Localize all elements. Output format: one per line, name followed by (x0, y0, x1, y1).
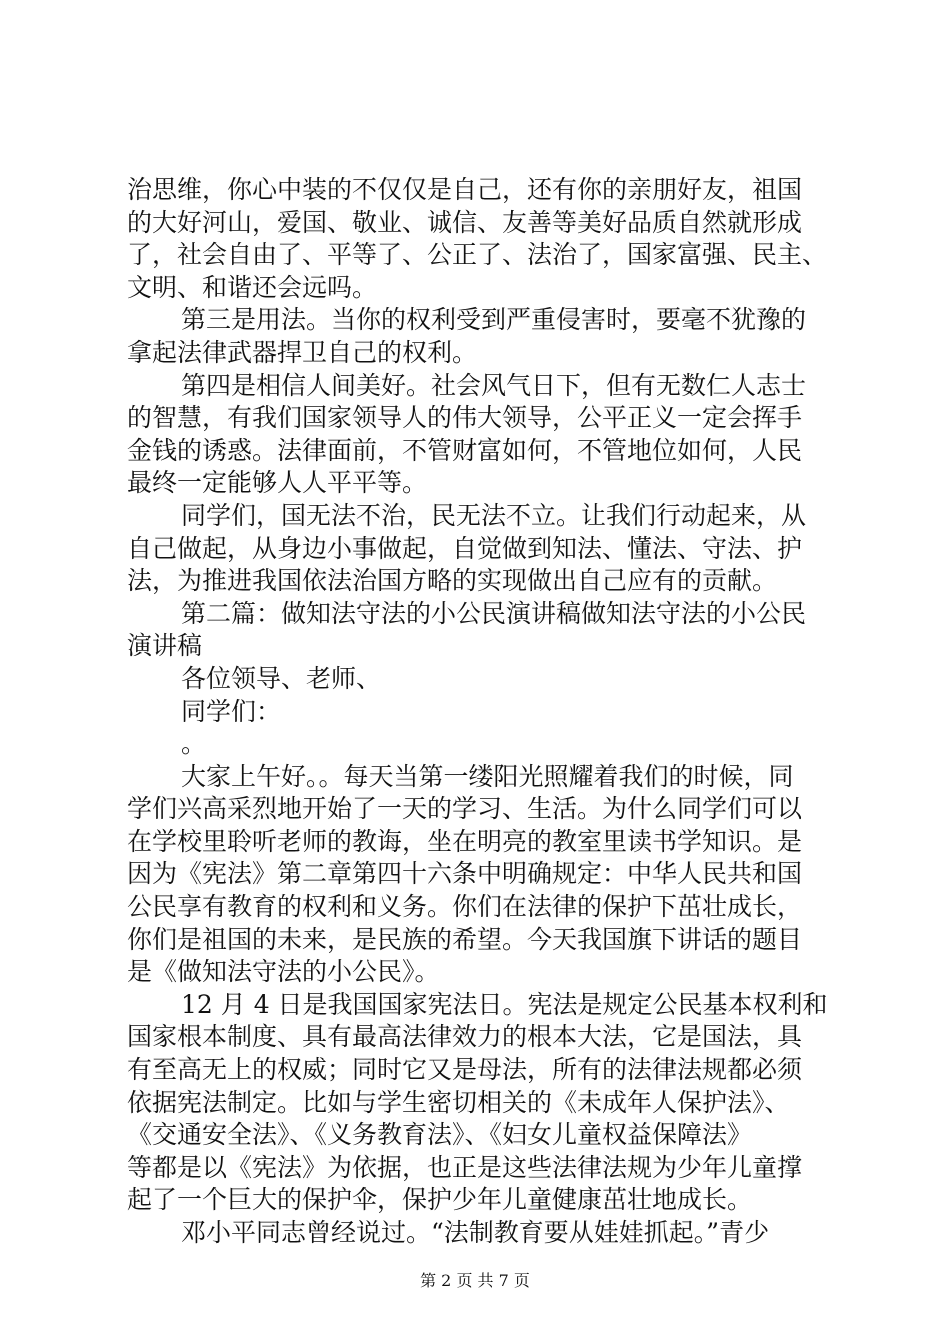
text-line: 同学们，国无法不治，民无法不立。让我们行动起来，从 (181, 500, 807, 530)
text-line: 文明、和谐还会远吗。 (127, 272, 378, 302)
text-line: 因为《宪法》第二章第四十六条中明确规定：中华人民共和国 (127, 859, 803, 889)
text-line: 在学校里聆听老师的教诲，坐在明亮的教室里读书学知识。是 (127, 826, 803, 856)
text-line: 12 月 4 日是我国国家宪法日。宪法是规定公民基本权利和 (181, 989, 828, 1019)
text-line: 《交通安全法》、《义务教育法》、《妇女儿童权益保障法》 (127, 1120, 753, 1150)
text-line: 你们是祖国的未来，是民族的希望。今天我国旗下讲话的题目 (127, 924, 803, 954)
document-body (127, 174, 857, 1250)
page-footer: 第 2 页 共 7 页 (420, 1271, 530, 1290)
text-line: 同学们： (181, 696, 282, 726)
text-line: 第三是用法。当你的权利受到严重侵害时，要毫不犹豫的 (181, 305, 807, 335)
text-line: 依据宪法制定。比如与学生密切相关的《未成年人保护法》、 (127, 1087, 790, 1117)
text-line: 国家根本制度、具有最高法律效力的根本大法，它是国法，具 (127, 1022, 803, 1052)
text-line: 第四是相信人间美好。社会风气日下，但有无数仁人志士 (181, 370, 807, 400)
text-line: 了，社会自由了、平等了、公正了、法治了，国家富强、民主、 (127, 240, 828, 270)
text-line: 各位领导、老师、 (181, 663, 382, 693)
text-line: 等都是以《宪法》为依据，也正是这些法律法规为少年儿童撑 (127, 1152, 803, 1182)
text-line: 是《做知法守法的小公民》。 (127, 957, 440, 987)
text-line: 公民享有教育的权利和义务。你们在法律的保护下茁壮成长， (127, 892, 803, 922)
text-line: 自己做起，从身边小事做起，自觉做到知法、懂法、守法、护 (127, 533, 803, 563)
text-line: 演讲稿 (127, 631, 203, 661)
text-line: 的智慧，有我们国家领导人的伟大领导，公平正义一定会挥手 (127, 403, 803, 433)
text-line: 法，为推进我国依法治国方略的实现做出自己应有的贡献。 (127, 566, 778, 596)
text-line: 治思维，你心中装的不仅仅是自己，还有你的亲朋好友，祖国 (127, 175, 803, 204)
text-line: 大家上午好。。每天当第一缕阳光照耀着我们的时候，同 (181, 761, 794, 791)
text-line: 邓小平同志曾经说过。“法制教育要从娃娃抓起。”青少 (181, 1218, 770, 1247)
text-line: 有至高无上的权威；同时它又是母法，所有的法律法规都必须 (127, 1055, 803, 1085)
text-line: 金钱的诱惑。法律面前，不管财富如何，不管地位如何，人民 (127, 435, 803, 465)
text-line: 拿起法律武器捍卫自己的权利。 (127, 337, 478, 367)
text-line: 的大好河山，爱国、敬业、诚信、友善等美好品质自然就形成 (127, 207, 803, 237)
text-line: 学们兴高采烈地开始了一天的学习、生活。为什么同学们可以 (127, 794, 803, 824)
text-line: 起了一个巨大的保护伞，保护少年儿童健康茁壮地成长。 (127, 1185, 753, 1215)
text-line: 。 (181, 729, 207, 759)
text-line: 最终一定能够人人平平等。 (127, 468, 428, 498)
text-line: 第二篇：做知法守法的小公民演讲稿做知法守法的小公民 (181, 598, 807, 628)
